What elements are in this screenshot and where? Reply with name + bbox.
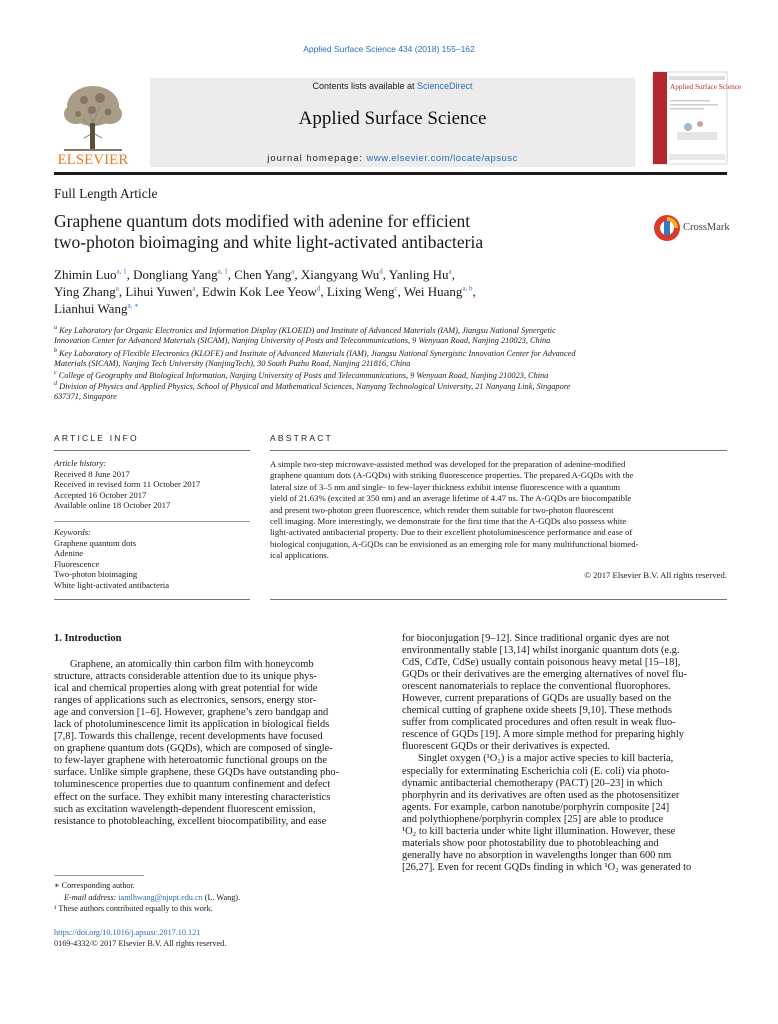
keyword: White light-activated antibacteria: [54, 579, 170, 590]
journal-cover-thumbnail[interactable]: [653, 72, 742, 164]
footnotes: [54, 880, 384, 915]
abstract-heading: ABSTRACT: [270, 433, 333, 443]
keywords-label: Keywords:: [54, 527, 91, 537]
contents-prefix: Contents lists available at: [312, 81, 418, 91]
keyword: Adenine: [54, 548, 84, 558]
intro-line: lack of photoluminescence limit its application in biological fields: [54, 719, 330, 731]
intro-line: on graphene quantum dots (GQDs), which are composed of single-: [54, 743, 333, 755]
affiliation-text: College of Geography and Biological Information, Nanjing University of Posts and Telecommunications, 9 Wenyuan Road, Nanjing 210023, China: [58, 370, 549, 380]
intro-line: generally have no absorption in wavelengths longer than 600 nm: [402, 849, 672, 861]
keyword: Two-photon bioimaging: [54, 569, 138, 579]
author-name[interactable]: Lianhui Wang: [54, 301, 128, 316]
intro-line: ranges of applications such as electronics, sensors, energy stor-: [54, 695, 317, 707]
affiliation-text: Materials (SICAM), Nanjing Tech University (NanjingTech), 30 South Puzhu Road, Nanjing 211816, China: [54, 359, 411, 369]
intro-line: fluorescent GQDs or their derivatives is expected.: [402, 741, 611, 753]
intro-line: surface. Unlike simple graphene, these GQDs have outstanding pho-: [54, 767, 340, 779]
intro-line: resistance to photobleaching, excellent biocompatibility, and ease: [54, 815, 327, 827]
intro-line: Graphene, an atomically thin carbon film with honeycomb: [70, 659, 314, 670]
intro-line: ical and chemical properties along with great potential for wide: [54, 683, 318, 695]
affiliation-text: Innovation Center for Advanced Materials (SICAM), Nanjing University of Posts and Telecommunications, 9 Wenyuan Road, Nanjing 210023, China: [54, 336, 551, 346]
crossmark-label: CrossMark: [683, 222, 730, 233]
history-online: Available online 18 October 2017: [54, 500, 171, 510]
affiliation-mark: b: [54, 348, 57, 354]
footnote-rule: [54, 875, 144, 876]
article-title: [54, 211, 614, 253]
keyword: Graphene quantum dots: [54, 537, 137, 548]
intro-line: agents. For example, carbon nanotube/porphyrin composite [24]: [402, 801, 670, 813]
title-line-2: two-photon bioimaging and white light-activated antibacteria: [54, 232, 484, 252]
author-affiliation-mark[interactable]: d: [316, 284, 321, 293]
author-name[interactable]: Ying Zhang: [54, 284, 116, 299]
article-info-heading: ARTICLE INFO: [54, 433, 139, 443]
intro-line: environmentally stable [13,14] whilst inorganic quantum dots (e.g.: [402, 645, 680, 657]
abstract-rule: [270, 450, 727, 451]
intro-line: and polythiophene/porphyrin complex [25] are able to produce: [402, 813, 664, 825]
author-affiliation-mark[interactable]: a, b: [462, 284, 473, 293]
article-type: Full Length Article: [54, 186, 158, 201]
intro-line: to few-layer graphene with heteroatomic functional groups on the: [54, 755, 327, 767]
author-name[interactable]: Lixing Weng: [326, 284, 395, 299]
affiliation-text: Division of Physics and Applied Physics, School of Physical and Mathematical Sciences, Nanyang Technological University, 21 Nanyang Link, Singapore: [59, 381, 571, 391]
introduction-heading: 1. Introduction: [54, 633, 122, 644]
elsevier-tree-logo[interactable]: [54, 78, 132, 166]
article-history: [54, 458, 250, 511]
affiliation-text: 637371, Singapore: [54, 392, 117, 402]
abstract-line: biological conjugation, A-GQDs can be envisioned as an emerging role for many multifunctional biomed-: [270, 538, 639, 549]
email-label: E-mail address:: [64, 892, 119, 902]
article-info-rule: [54, 450, 250, 451]
abstract-text: [270, 459, 727, 562]
keyword: Fluorescence: [54, 558, 100, 569]
intro-line: phorphyrin and its derivatives are often used as the photosensitizer: [402, 789, 680, 801]
intro-line: dynamic antibacterial chemotherapy (PACT) [20–23] in which: [402, 777, 663, 789]
title-line-1: Graphene quantum dots modified with adenine for efficient: [54, 211, 471, 231]
affiliation-mark: c: [54, 370, 57, 376]
introduction-right-column: [402, 633, 727, 874]
article-history-label: Article history:: [54, 458, 107, 468]
author-name[interactable]: Edwin Kok Lee Yeow: [202, 284, 317, 299]
abstract-line: yield of 21.63% (excited at 350 nm) and an average lifetime of 4.47 ns. The A-GQDs are biocompatible: [270, 493, 632, 504]
author-affiliation-mark[interactable]: d: [379, 267, 383, 276]
author-affiliation-mark[interactable]: a: [291, 267, 295, 276]
intro-line: for bioconjugation [9–12]. Since traditional organic dyes are not: [402, 633, 670, 644]
author-line-3: [54, 300, 654, 317]
abstract-line: ical applications.: [270, 550, 329, 561]
crossmark-badge[interactable]: [652, 212, 732, 244]
issn-copyright: 0169-4332/© 2017 Elsevier B.V. All rights reserved.: [54, 938, 227, 948]
intro-line: materials show poor photostability due to photobleaching and: [402, 837, 659, 849]
abstract-bottom-rule: [270, 599, 727, 600]
intro-line: chemical cutting of graphene oxide sheets [9,10]. These methods: [402, 705, 672, 717]
author-name[interactable]: Zhimin Luo: [54, 267, 117, 282]
sciencedirect-link[interactable]: ScienceDirect: [417, 81, 473, 91]
author-name[interactable]: Lihui Yuwen: [125, 284, 193, 299]
author-affiliation-mark[interactable]: a: [448, 267, 452, 276]
abstract-line: cell imaging. More interestingly, we demonstrate for the first time that the A-GQDs also possess white: [270, 516, 627, 527]
intro-line: CdS, CdTe, CdSe) usually contain poisonous heavy metal [15–18],: [402, 657, 681, 669]
affiliation-mark: d: [54, 381, 57, 387]
intro-line: [7,8]. Towards this challenge, recent developments have focused: [54, 731, 323, 743]
intro-line: suffer from complicated procedures and often result in weak fluo-: [402, 717, 676, 729]
abstract-line: and present two-photon green fluorescence, which render them suitable for two-photon fluorescent: [270, 504, 614, 515]
contents-availability: [150, 81, 635, 91]
history-divider: [54, 521, 250, 522]
author-affiliation-mark[interactable]: a, 1: [217, 267, 228, 276]
author-affiliation-mark[interactable]: a: [115, 284, 119, 293]
author-affiliation-mark[interactable]: a, 1: [116, 267, 127, 276]
history-accepted: Accepted 16 October 2017: [54, 489, 147, 500]
corresponding-author-note: ∗ Corresponding author.: [54, 881, 135, 890]
author-affiliation-mark[interactable]: c: [394, 284, 398, 293]
journal-homepage: [150, 153, 635, 164]
affiliation-b: [54, 346, 644, 369]
abstract-line: A simple two-step microwave-assisted method was developed for the preparation of adenine-modified: [270, 459, 626, 469]
intro-line: age and conversion [1–6]. However, graphene’s zero bandgap and: [54, 707, 329, 719]
homepage-prefix: journal homepage:: [267, 153, 367, 164]
introduction-left-column: [54, 659, 381, 828]
equal-contribution-note: ¹ These authors contributed equally to this work.: [54, 904, 213, 913]
affiliation-text: Key Laboratory for Organic Electronics and Information Display (KLOEID) and Institute of Advanced Materials (IAM), Jiangsu National Synergetic: [59, 325, 556, 335]
author-name[interactable]: Xiangyang Wu: [300, 267, 380, 282]
keywords: [54, 527, 250, 590]
author-affiliation-mark[interactable]: a, ∗: [127, 301, 139, 310]
email-suffix: (L. Wang).: [202, 892, 241, 902]
intro-line: rescence of GQDs [19]. A more simple method for preparing highly: [402, 729, 684, 741]
homepage-link[interactable]: www.elsevier.com/locate/apsusc: [366, 153, 518, 164]
history-received: Received 8 June 2017: [54, 468, 130, 479]
affiliation-mark: a: [54, 325, 57, 331]
author-name[interactable]: Chen Yang: [234, 267, 292, 282]
intro-line: ¹O₂ to kill bacteria under white light illumination. However, these: [402, 825, 676, 837]
header-rule: [54, 172, 727, 175]
doi-block: [54, 928, 384, 949]
intro-line: structure, attracts considerable attention due to its unique phys-: [54, 671, 317, 683]
author-line-2: Ying Zhang$^a$, Lihui Yuwen$^a$, Edwin Kok Lee Yeow$^d$, Lixing Weng$^c$, Wei Huang$^{a, b}$,: [54, 284, 476, 299]
author-name[interactable]: Yanling Hu: [388, 267, 449, 282]
affiliation-a: [54, 323, 644, 346]
history-revised: Received in revised form 11 October 2017: [54, 479, 201, 489]
info-bottom-rule: [54, 599, 250, 600]
intro-line: However, current preparations of GQDs are usually based on the: [402, 693, 672, 705]
abstract-copyright: © 2017 Elsevier B.V. All rights reserved.: [584, 570, 727, 580]
crossmark-icon: [652, 212, 682, 244]
abstract-line: light-activated antibacterial property. Due to their excellent photoluminescence performance and ease of: [270, 527, 633, 538]
journal-name: Applied Surface Science: [298, 108, 487, 129]
abstract-line: lateral size of 3–5 nm and single- to few-layer thickness exhibit intense fluorescence with a quantum: [270, 481, 621, 492]
intro-line: especially for exterminating Escherichia coli (E. coli) via photo-: [402, 765, 670, 777]
intro-line: effect on the surface. They exhibit many interesting characteristics: [54, 791, 331, 803]
cover-title: Applied Surface Science: [670, 83, 742, 91]
intro-line: [26,27]. Even for recent GQDs finding in which ¹O₂ was generated to: [402, 861, 692, 873]
email-link[interactable]: iamlhwang@njupt.edu.cn: [118, 892, 203, 902]
author-affiliation-mark[interactable]: a: [192, 284, 196, 293]
author-list: [54, 266, 654, 317]
abstract-line: graphene quantum dots (A-GQDs) with striking fluorescence properties. The prepared A-GQDs with the: [270, 470, 634, 481]
author-name[interactable]: Dongliang Yang: [133, 267, 218, 282]
author-line-1: Zhimin Luo$^{a, 1}$, Dongliang Yang$^{a, 1}$, Chen Yang$^a$, Xiangyang Wu$^d$, Yanling Hu$^a$,: [54, 267, 455, 282]
email-note: [54, 892, 384, 904]
journal-reference[interactable]: Applied Surface Science 434 (2018) 155–162: [303, 44, 475, 54]
doi-link[interactable]: https://doi.org/10.1016/j.apsusc.2017.10.121: [54, 928, 201, 937]
intro-line: toluminescence properties due to quantum confinement and defect: [54, 779, 331, 791]
elsevier-wordmark: ELSEVIER: [57, 152, 129, 168]
intro-line: orescent nanomaterials to replace the conventional fluorophores.: [402, 681, 671, 693]
intro-line: Singlet oxygen (¹O₂) is a major active species to kill bacteria,: [418, 753, 674, 765]
affiliation-text: Key Laboratory of Flexible Electronics (KLOFE) and Institute of Advanced Materials (IAM), Jiangsu National Synergistic Innovation Center for Advanced: [59, 348, 576, 358]
intro-line: such as excitation wavelength-dependent fluorescent emission,: [54, 803, 316, 815]
intro-line: GQDs or their derivatives are the emerging alternatives of novel flu-: [402, 669, 687, 681]
affiliation-d: [54, 379, 644, 402]
author-name[interactable]: Wei Huang: [403, 284, 463, 299]
